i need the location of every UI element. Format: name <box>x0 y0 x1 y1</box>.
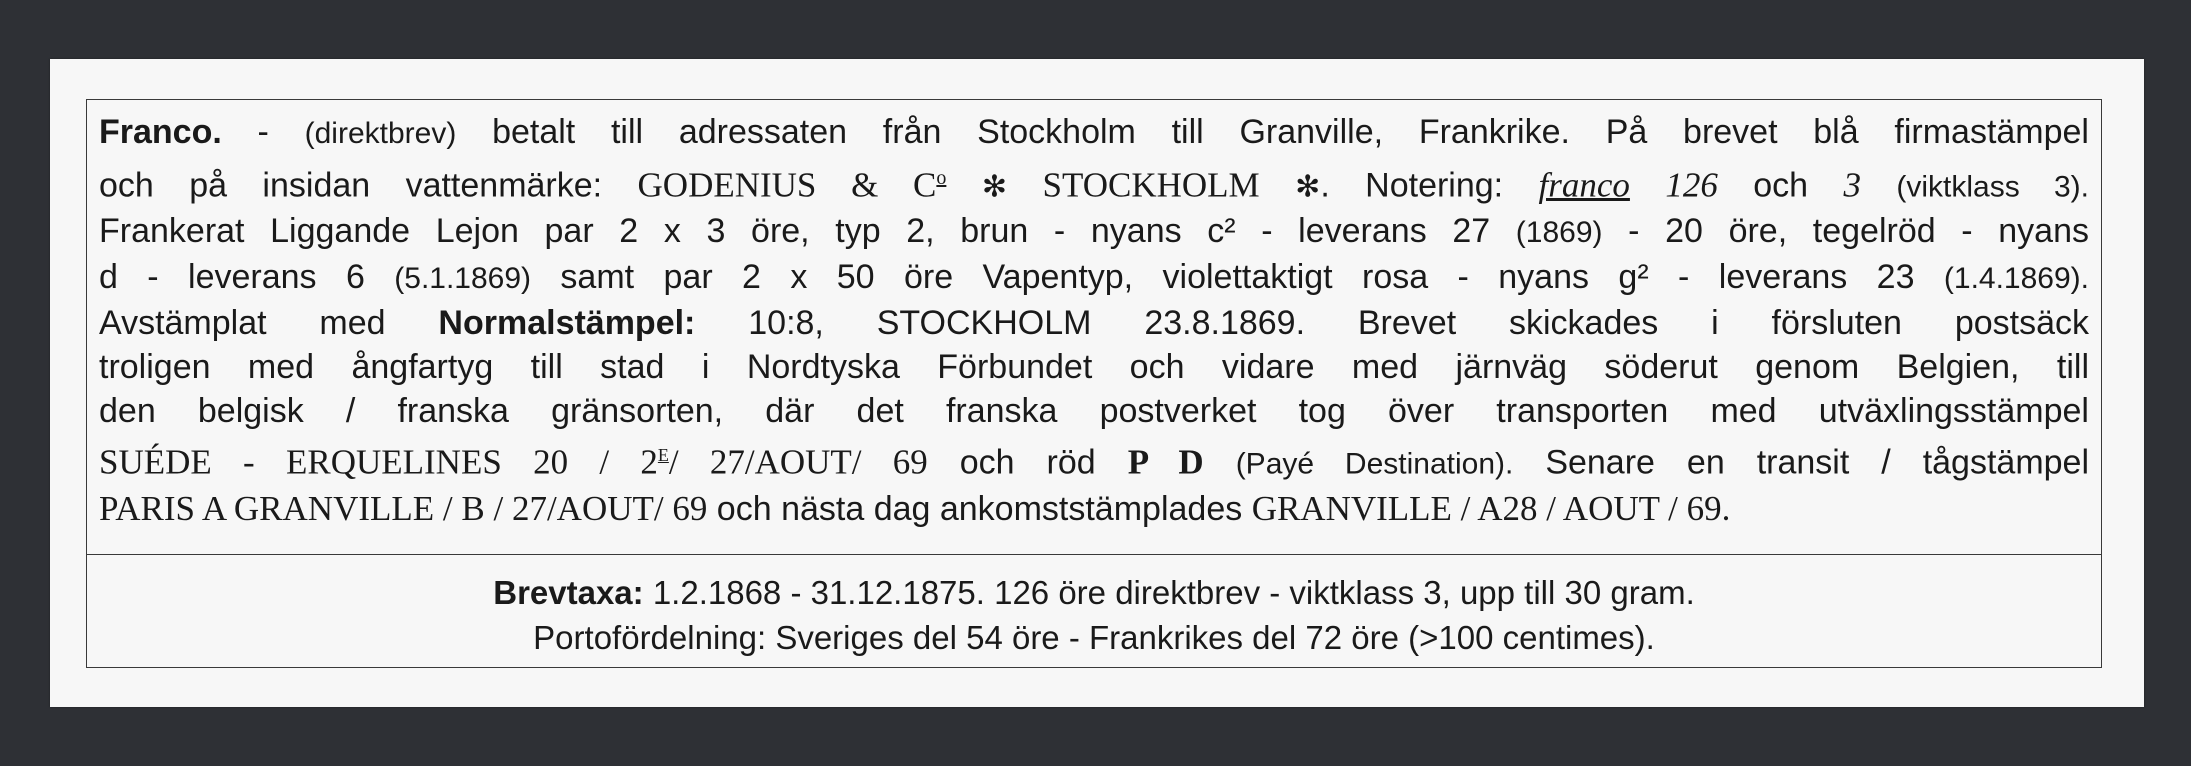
watermark-text: GODENIUS & C <box>637 165 937 205</box>
arrival-stamp-text: GRANVILLE / A28 / AOUT / 69. <box>1251 488 1731 528</box>
description-line-7: den belgisk / franska gränsorten, där det franska postverket tog över transporten med utväxlingsstämpel <box>99 392 2089 431</box>
space <box>1630 166 1665 204</box>
watermark-superscript: o <box>936 167 947 189</box>
space <box>1204 444 1236 482</box>
tax-line-2: Portofördelning: Sveriges del 54 öre - Frankrikes del 72 öre (>100 centimes). <box>533 619 1655 656</box>
star-icon: ✻ <box>946 169 1043 205</box>
description-line-5 <box>99 301 2089 345</box>
description-text-run: och nästa dag ankomststämplades <box>707 489 1252 528</box>
paye-note: (Payé Destination). <box>1235 447 1514 481</box>
normalstampel-heading: Normalstämpel: <box>438 304 696 343</box>
description-line-8 <box>99 433 2089 486</box>
certificate-frame <box>86 99 2102 668</box>
year-note: (1869) <box>1515 216 1603 250</box>
description-text-run: samt par 2 x 50 öre Vapentyp, violettaktigt rosa - nyans g² - leverans 23 <box>531 258 1944 297</box>
watermark-text: STOCKHOLM <box>1042 165 1260 205</box>
transit-stamp-text: PARIS A GRANVILLE / B / 27/AOUT/ 69 <box>99 488 708 528</box>
star-icon: ✻ <box>1259 169 1321 205</box>
viktklass-note: (viktklass 3). <box>1896 170 2089 204</box>
space <box>1861 166 1896 204</box>
description-text-run: Avstämplat med <box>99 304 439 343</box>
tax-text: 1.2.1868 - 31.12.1875. 126 öre direktbrev - viktklass 3, upp till 30 gram. <box>643 574 1695 611</box>
date-note: (1.4.1869). <box>1943 262 2089 296</box>
franco-notation: franco <box>1538 165 1630 205</box>
exchange-stamp-text: / 27/AOUT/ 69 <box>668 442 928 482</box>
notation-3: 3 <box>1843 165 1861 205</box>
section-divider <box>87 554 2101 555</box>
description-text-run: Senare en transit / tågstämpel <box>1513 443 2089 482</box>
certificate-card <box>50 59 2144 707</box>
franco-heading: Franco. <box>99 113 222 151</box>
exchange-stamp-text: SUÉDE - ERQUELINES 20 / 2 <box>99 442 658 482</box>
date-note: (5.1.1869) <box>394 262 532 296</box>
tax-section <box>87 570 2101 660</box>
description-text-run: och <box>1717 166 1844 205</box>
direktbrev-note: (direktbrev) <box>304 117 457 150</box>
pd-stamp-text: P D <box>1127 442 1204 482</box>
description-text-run: - 20 öre, tegelröd - nyans <box>1602 212 2089 251</box>
description-text-run: d - leverans 6 <box>99 258 395 297</box>
description-line-3 <box>99 209 2089 255</box>
description-text-run: . Notering: <box>1320 166 1539 205</box>
dash: - <box>221 113 305 151</box>
description-text-run: och röd <box>927 443 1128 482</box>
description-text-run: och på insidan vattenmärke: <box>99 166 638 205</box>
description-line-2 <box>99 156 2089 209</box>
description-line-4 <box>99 255 2089 301</box>
description-text-run: betalt till adressaten från Stockholm till Granville, Frankrike. På brevet blå firmastämpel <box>456 113 2089 151</box>
description-line-1 <box>99 110 2089 156</box>
brevtaxa-heading: Brevtaxa: <box>493 574 644 611</box>
description-text-run: 10:8, STOCKHOLM 23.8.1869. Brevet skickades i försluten postsäck <box>695 304 2089 343</box>
exchange-stamp-superscript: E <box>657 445 669 466</box>
description-line-9 <box>99 487 2089 531</box>
tax-line-1 <box>87 570 2101 615</box>
notation-126: 126 <box>1665 165 1718 205</box>
description-text <box>99 110 2089 531</box>
description-line-6: troligen med ångfartyg till stad i Nordtyska Förbundet och vidare med järnväg söderut genom Belgien, till <box>99 348 2089 387</box>
description-text-run: Frankerat Liggande Lejon par 2 x 3 öre, typ 2, brun - nyans c² - leverans 27 <box>99 212 1516 251</box>
